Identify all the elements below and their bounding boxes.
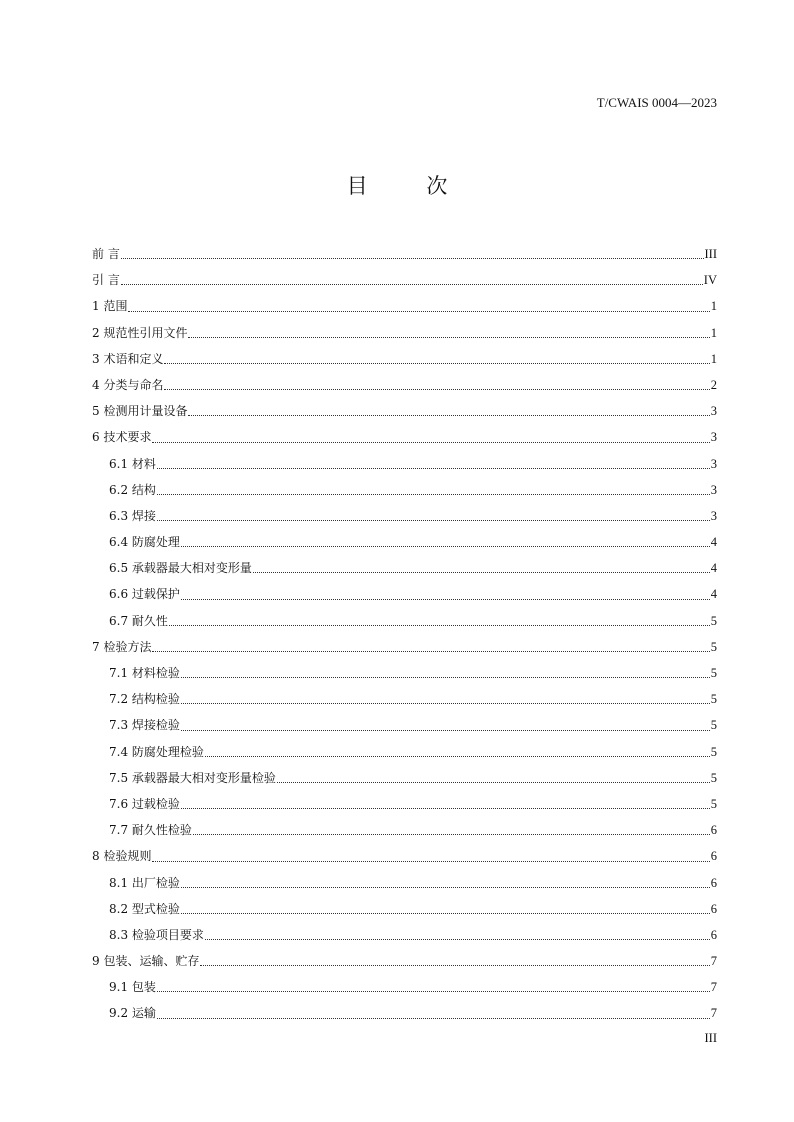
toc-entry-label: 8.3 检验项目要求 — [109, 927, 204, 942]
toc-entry[interactable] — [92, 1000, 717, 1026]
toc-entry-label: 9.2 运输 — [109, 1006, 156, 1021]
toc-entry-page: 1 — [710, 351, 717, 366]
toc-entry[interactable] — [92, 608, 717, 634]
toc-entry-label: 6.3 焊接 — [109, 508, 156, 523]
toc-entry-page: 6 — [710, 927, 717, 942]
toc-entry-label: 8.1 出厂检验 — [109, 875, 180, 890]
toc-entry[interactable] — [92, 555, 717, 581]
toc-entry[interactable] — [92, 346, 717, 372]
toc-entry-label: 8.2 型式检验 — [109, 901, 180, 916]
toc-dot-leader — [152, 441, 709, 443]
toc-entry-page: 5 — [710, 744, 717, 759]
toc-entry-page: 5 — [710, 718, 717, 733]
toc-entry[interactable] — [92, 241, 717, 267]
toc-entry-label: 3 术语和定义 — [92, 351, 164, 366]
toc-entry-label: 7.6 过载检验 — [109, 796, 180, 811]
toc-dot-leader — [181, 598, 710, 600]
toc-entry[interactable] — [92, 293, 717, 319]
toc-entry-label: 9 包装、运输、贮存 — [92, 954, 200, 969]
toc-entry-page: 7 — [710, 980, 717, 995]
toc-dot-leader — [169, 624, 710, 626]
toc-dot-leader — [277, 781, 710, 783]
toc-entry-page: 4 — [710, 587, 717, 602]
toc-entry-label: 1 范围 — [92, 299, 128, 314]
toc-entry-page: 5 — [710, 770, 717, 785]
toc-entry-page: 5 — [710, 666, 717, 680]
toc-entry-page: 7 — [710, 1006, 717, 1021]
toc-entry-label: 前 言 — [92, 247, 120, 261]
toc-entry-label: 7.7 耐久性检验 — [109, 823, 192, 838]
toc-entry-page: III — [704, 247, 717, 261]
toc-entry-label: 8 检验规则 — [92, 849, 152, 864]
toc-entry[interactable] — [92, 739, 717, 765]
toc-dot-leader — [128, 310, 709, 312]
toc-entry[interactable] — [92, 372, 717, 398]
toc-dot-leader — [157, 519, 710, 521]
toc-entry-page: 4 — [710, 535, 717, 550]
toc-entry-label: 7.3 焊接检验 — [109, 718, 180, 733]
toc-entry[interactable] — [92, 398, 717, 424]
toc-entry-label: 7.4 防腐处理检验 — [109, 744, 204, 759]
toc-entry-label: 4 分类与命名 — [92, 377, 164, 392]
toc-entry-page: 3 — [710, 430, 717, 445]
toc-dot-leader — [188, 414, 709, 416]
table-of-contents — [92, 241, 717, 1027]
toc-dot-leader — [181, 807, 710, 809]
toc-entry-page: 3 — [710, 482, 717, 497]
toc-entry-page: 4 — [710, 561, 717, 576]
toc-entry-page: 5 — [710, 796, 717, 811]
toc-entry-label: 6 技术要求 — [92, 430, 152, 445]
toc-entry[interactable] — [92, 529, 717, 555]
toc-entry-page: 2 — [710, 377, 717, 392]
toc-dot-leader — [205, 938, 710, 940]
toc-entry-label: 7.5 承载器最大相对变形量检验 — [109, 770, 276, 785]
toc-entry-label: 7.1 材料检验 — [109, 666, 180, 680]
toc-entry-label: 6.2 结构 — [109, 482, 156, 497]
toc-entry[interactable] — [92, 581, 717, 607]
toc-entry-page: 6 — [710, 823, 717, 838]
toc-dot-leader — [152, 650, 709, 652]
toc-entry[interactable] — [92, 843, 717, 869]
toc-dot-leader — [193, 833, 710, 835]
toc-dot-leader — [188, 336, 709, 338]
toc-entry-label: 6.4 防腐处理 — [109, 535, 180, 550]
toc-entry-label: 7.2 结构检验 — [109, 692, 180, 707]
toc-dot-leader — [181, 912, 710, 914]
toc-entry-page: 6 — [710, 849, 717, 864]
toc-entry-label: 5 检测用计量设备 — [92, 404, 188, 419]
toc-entry-label: 6.7 耐久性 — [109, 613, 168, 628]
toc-dot-leader — [181, 729, 710, 731]
toc-entry-page: 3 — [710, 508, 717, 523]
toc-entry-label: 6.1 材料 — [109, 456, 156, 471]
toc-entry-label: 2 规范性引用文件 — [92, 325, 188, 340]
toc-entry[interactable] — [92, 896, 717, 922]
toc-entry[interactable] — [92, 267, 717, 293]
toc-dot-leader — [157, 467, 710, 469]
toc-entry-label: 9.1 包装 — [109, 980, 156, 995]
toc-entry[interactable] — [92, 817, 717, 843]
page-title: 目 次 — [346, 174, 474, 198]
toc-entry[interactable] — [92, 974, 717, 1000]
toc-entry[interactable] — [92, 503, 717, 529]
toc-dot-leader — [181, 545, 710, 547]
toc-dot-leader — [253, 571, 710, 573]
toc-dot-leader — [157, 1017, 710, 1019]
toc-dot-leader — [181, 702, 710, 704]
toc-dot-leader — [200, 964, 709, 966]
toc-entry[interactable] — [92, 424, 717, 450]
toc-entry[interactable] — [92, 320, 717, 346]
toc-entry-page: 3 — [710, 404, 717, 419]
toc-entry-page: 5 — [710, 639, 717, 654]
toc-dot-leader — [164, 388, 709, 390]
toc-dot-leader — [181, 676, 710, 678]
toc-entry-label: 7 检验方法 — [92, 639, 152, 654]
toc-entry-page: 7 — [710, 954, 717, 969]
toc-entry[interactable] — [92, 922, 717, 948]
standard-code: T/CWAIS 0004—2023 — [596, 95, 717, 110]
toc-entry[interactable] — [92, 660, 717, 686]
toc-entry-page: 6 — [710, 901, 717, 916]
toc-entry-page: 5 — [710, 692, 717, 707]
toc-entry-page: 1 — [710, 325, 717, 340]
toc-dot-leader — [181, 886, 710, 888]
toc-dot-leader — [164, 362, 709, 364]
toc-entry[interactable] — [92, 451, 717, 477]
toc-entry-page: 5 — [710, 613, 717, 628]
page-number: III — [704, 1031, 717, 1045]
toc-entry[interactable] — [92, 948, 717, 974]
toc-entry-page: 1 — [710, 299, 717, 314]
toc-entry-page: 6 — [710, 875, 717, 890]
toc-entry-label: 6.5 承载器最大相对变形量 — [109, 561, 252, 576]
toc-entry-label: 引 言 — [92, 273, 120, 288]
toc-entry[interactable] — [92, 765, 717, 791]
toc-entry[interactable] — [92, 634, 717, 660]
toc-dot-leader — [205, 755, 710, 757]
toc-dot-leader — [157, 493, 710, 495]
toc-entry[interactable] — [92, 870, 717, 896]
toc-dot-leader — [152, 860, 709, 862]
toc-entry-page: IV — [703, 273, 717, 288]
toc-entry[interactable] — [92, 791, 717, 817]
toc-entry-page: 3 — [710, 456, 717, 471]
toc-entry[interactable] — [92, 686, 717, 712]
toc-dot-leader — [121, 283, 703, 285]
toc-dot-leader — [121, 257, 704, 259]
toc-entry[interactable] — [92, 477, 717, 503]
toc-entry-label: 6.6 过载保护 — [109, 587, 180, 602]
toc-entry[interactable] — [92, 712, 717, 738]
toc-dot-leader — [157, 990, 710, 992]
